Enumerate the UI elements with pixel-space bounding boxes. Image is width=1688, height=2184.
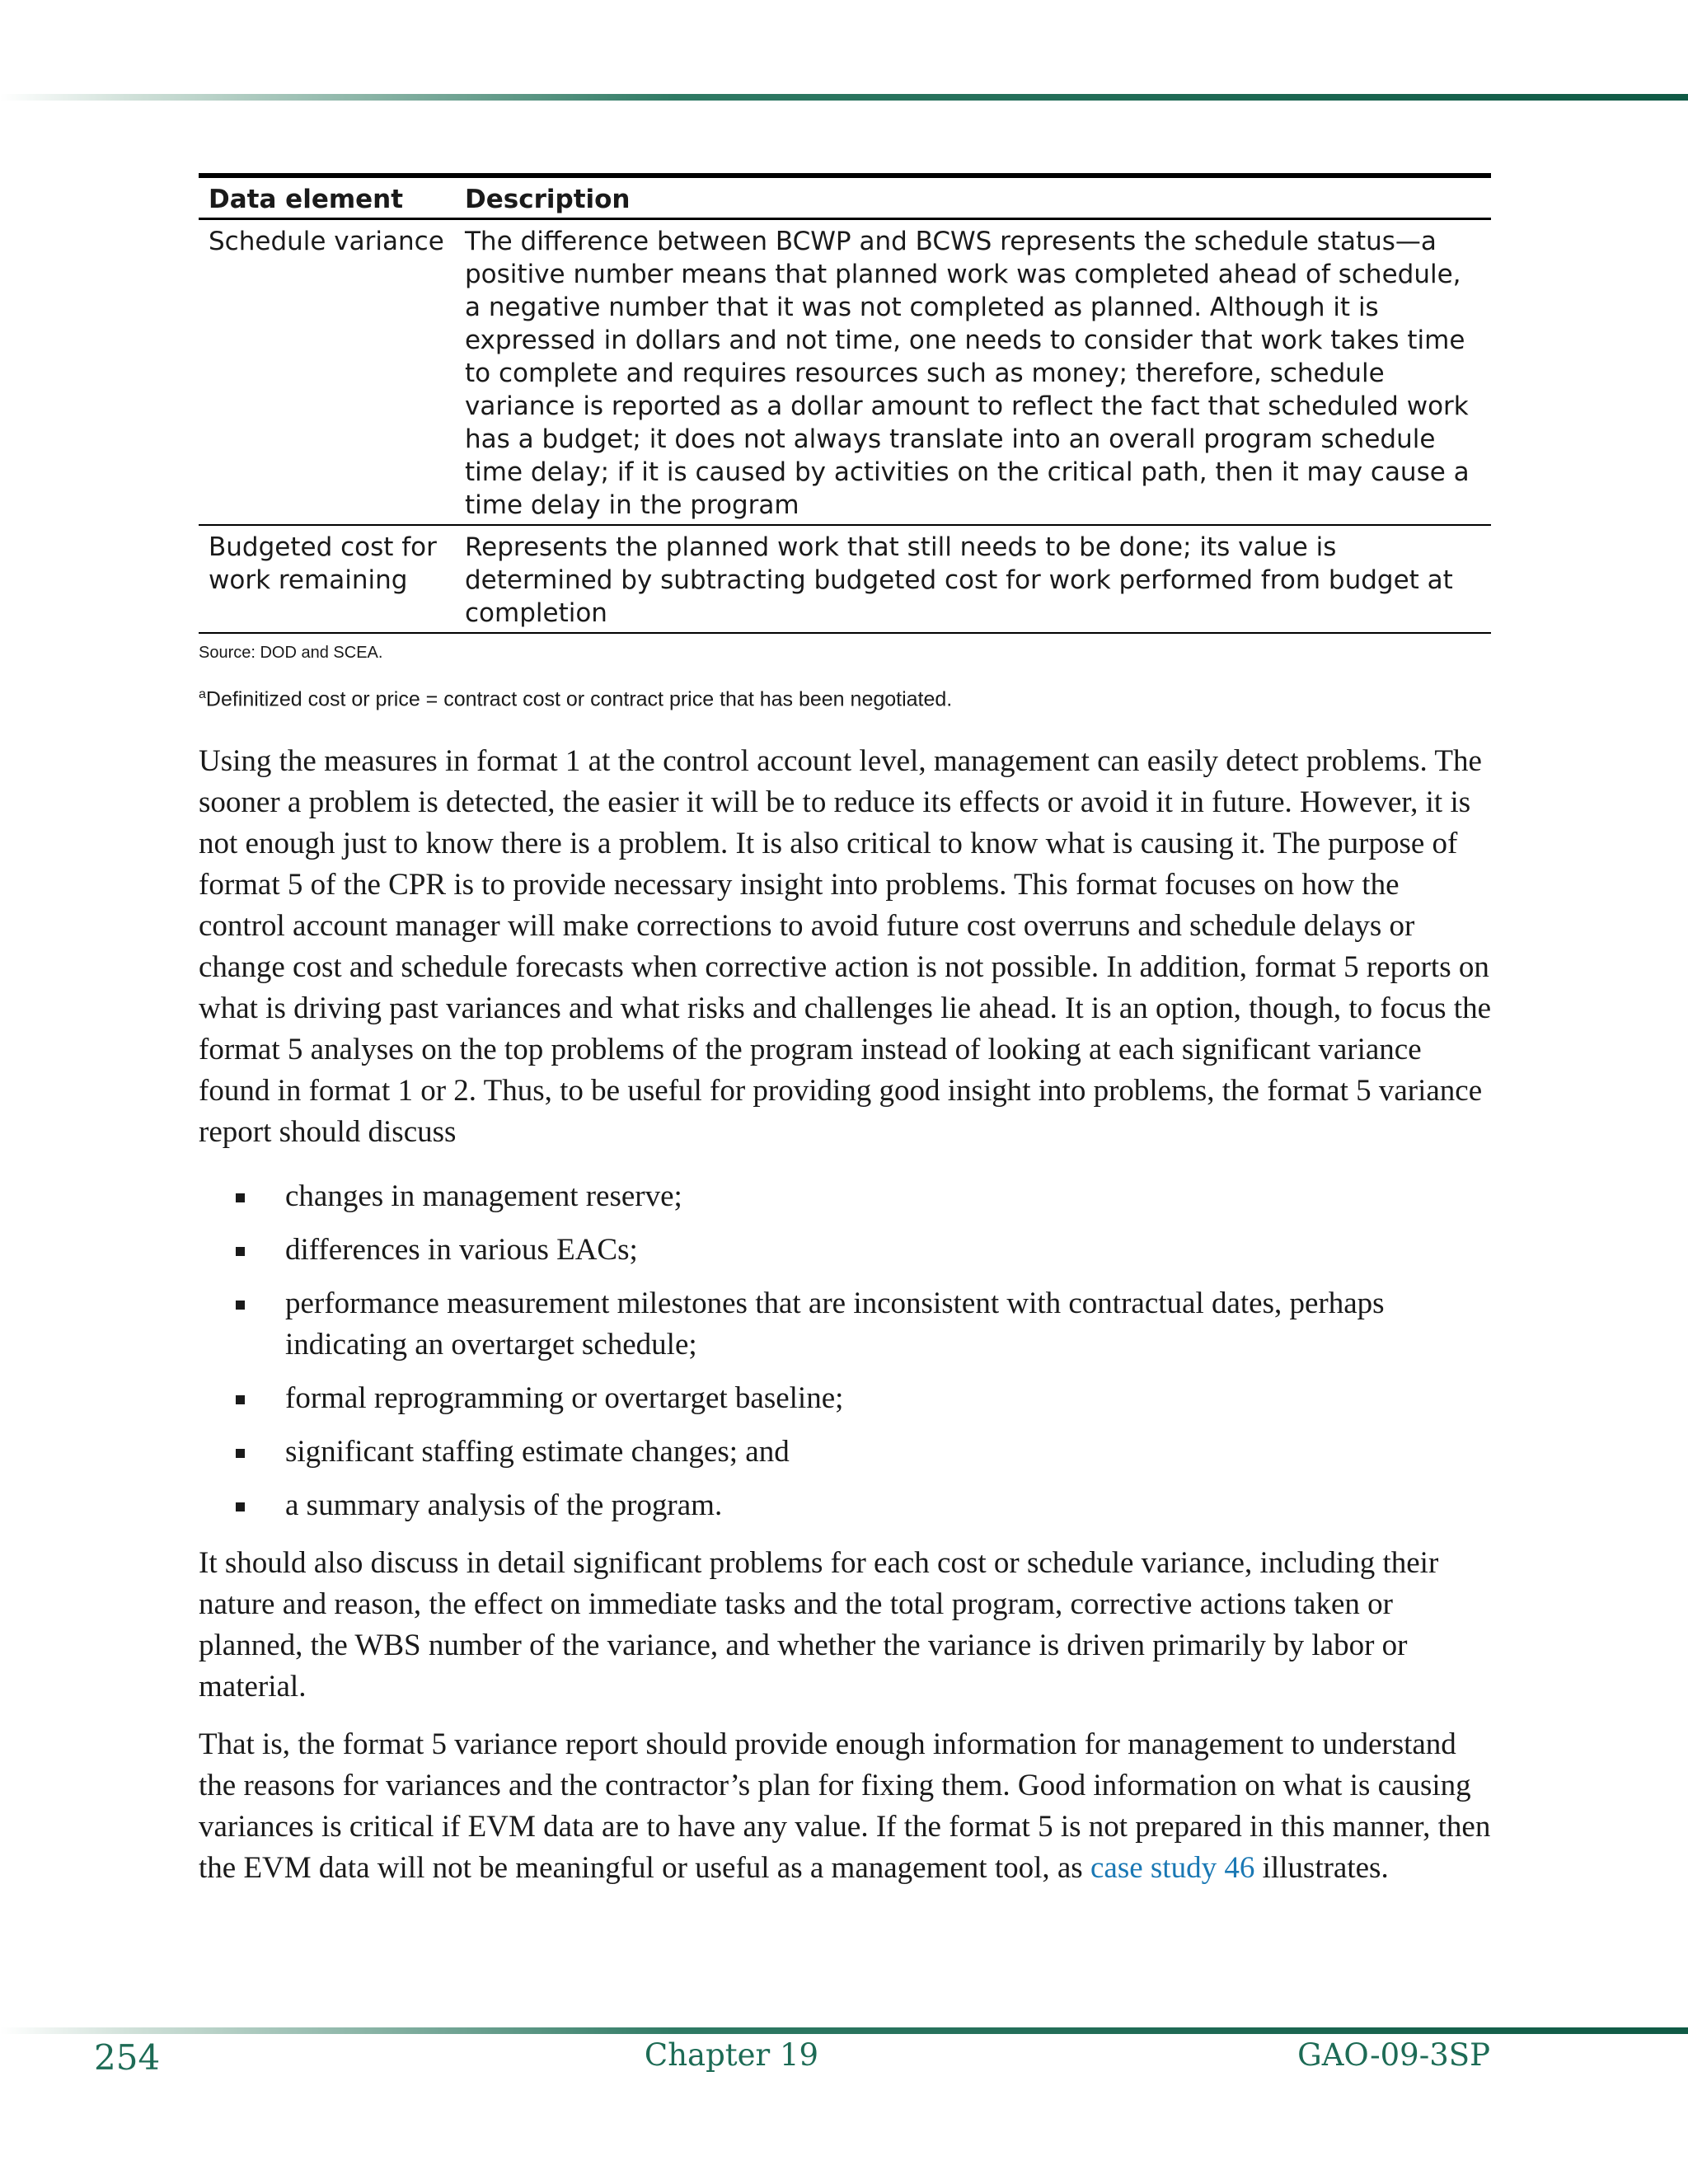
body-paragraph-1: Using the measures in format 1 at the control account level, management can easily detect problems. The sooner a problem is detected, the easier it will be to reduce its effects or avoid it in future. However, it is not enough just to know there is a problem. It is also critical to know what is causing it. The purpose of format 5 of the CPR is to provide necessary insight into problems. This format focuses on how the control account manager will make corrections to avoid future cost overruns and schedule delays or change cost and schedule forecasts when corrective action is not possible. In addition, format 5 reports on what is driving past variances and what risks and challenges lie ahead. It is an option, though, to focus the format 5 analyses on the top problems of the program instead of looking at each significant variance found in format 1 or 2. Thus, to be useful for providing good insight into problems, the format 5 variance report should discuss xyxy=(199,744,1492,1150)
document-id: GAO-09-3SP xyxy=(1297,2037,1490,2073)
case-study-link[interactable]: case study 46 xyxy=(1090,1851,1255,1886)
data-element-cell: Schedule variance xyxy=(199,219,455,526)
list-item: a summary analysis of the program. xyxy=(199,1485,1491,1526)
discussion-list xyxy=(199,1176,1491,1526)
data-element-cell: Budgeted cost for work remaining xyxy=(199,525,455,633)
list-item: differences in various EACs; xyxy=(199,1230,1491,1271)
body-paragraph-2: It should also discuss in detail significant problems for each cost or schedule variance, including their nature and reason, the effect on immediate tasks and the total program, corrective actions taken or planned, the WBS number of the variance, and whether the variance is driven primarily by labor or material. xyxy=(199,1546,1439,1704)
footnote-text: Definitized cost or price = contract cost or contract price that has been negotiated. xyxy=(205,687,953,711)
footnote-marker: a xyxy=(199,687,206,701)
bullet-square-icon xyxy=(236,1301,245,1310)
list-item: formal reprogramming or overtarget baseline; xyxy=(199,1378,1491,1419)
header-rule xyxy=(0,94,1688,101)
footer-rule xyxy=(0,2027,1688,2034)
table-row xyxy=(199,525,1491,633)
page-content xyxy=(199,173,1491,1889)
chapter-label: Chapter 19 xyxy=(644,2037,819,2073)
body-paragraph-3: That is, the format 5 variance report should provide enough information for management to understand the reasons for variances and the contractor’s plan for fixing them. Good information on what is causing variances is critical if EVM data are to have any value. If the format 5 is not prepared in this manner, then the EVM data will not be meaningful or useful as a management tool, as case study 46 illustrates. xyxy=(199,1727,1491,1886)
table-footnote xyxy=(199,687,1491,711)
list-item: significant staffing estimate changes; and xyxy=(199,1432,1491,1473)
data-element-table xyxy=(199,173,1491,634)
column-header-description: Description xyxy=(455,176,1491,219)
column-header-data-element: Data element xyxy=(199,176,455,219)
page-number: 254 xyxy=(94,2037,161,2078)
list-item: changes in management reserve; xyxy=(199,1176,1491,1217)
list-item: performance measurement milestones that are inconsistent with contractual dates, perhaps indicating an overtarget schedule; xyxy=(199,1283,1491,1366)
bullet-square-icon xyxy=(236,1395,245,1404)
description-cell: Represents the planned work that still needs to be done; its value is determined by subtracting budgeted cost for work performed from budget at completion xyxy=(455,525,1491,633)
table-row xyxy=(199,219,1491,526)
table-source: Source: DOD and SCEA. xyxy=(199,644,383,662)
description-cell: The difference between BCWP and BCWS represents the schedule status—a positive number means that planned work was completed ahead of schedule, a negative number that it was not completed as planned. Although it is expressed in dollars and not time, one needs to consider that work takes time to complete and requires resources such as money; therefore, schedule variance is reported as a dollar amount to reflect the fact that scheduled work has a budget; it does not always translate into an overall program schedule time delay; if it is caused by activities on the critical path, then it may cause a time delay in the program xyxy=(455,219,1491,526)
bullet-square-icon xyxy=(236,1193,245,1202)
bullet-square-icon xyxy=(236,1247,245,1256)
bullet-square-icon xyxy=(236,1449,245,1458)
table-header-row xyxy=(199,176,1491,219)
bullet-square-icon xyxy=(236,1502,245,1511)
